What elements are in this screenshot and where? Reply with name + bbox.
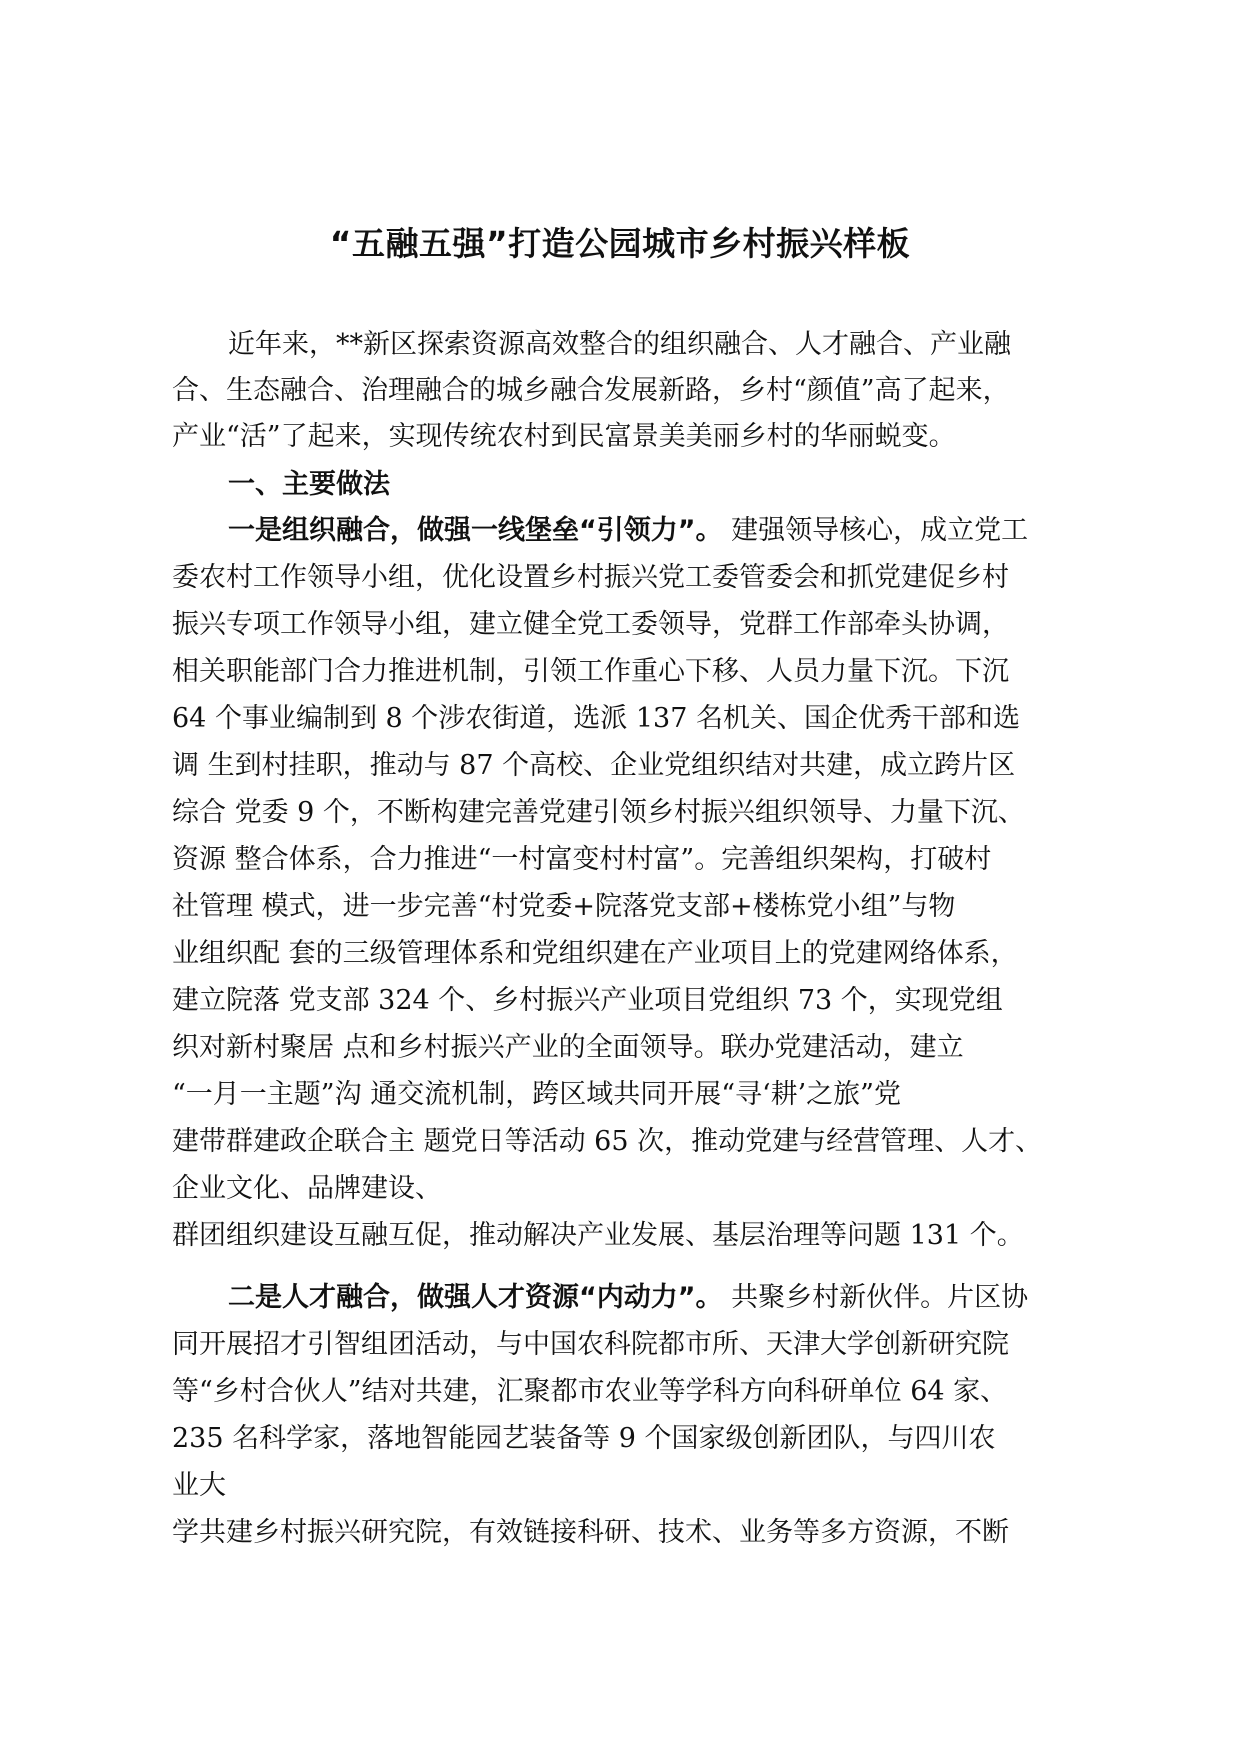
paragraph-line: 64 个事业编制到 8 个涉农街道，选派 137 名机关、国企优秀干部和选: [172, 703, 1020, 734]
paragraph-line: [228, 514, 1028, 548]
intro-line: 合、生态融合、治理融合的城乡融合发展新路，乡村“颜值”高了起来，: [172, 375, 1010, 406]
paragraph-line: [228, 1281, 1028, 1315]
paragraph-line: “一月一主题”沟 通交流机制，跨区域共同开展“寻‘耕’之旅”党: [172, 1079, 901, 1110]
paragraph-line: 振兴专项工作领导小组，建立健全党工委领导，党群工作部牵头协调，: [172, 609, 1009, 640]
paragraph-lead: 一是组织融合，做强一线堡垒“引领力”。: [228, 515, 723, 546]
paragraph-line: 织对新村聚居 点和乡村振兴产业的全面领导。联办党建活动，建立: [172, 1032, 964, 1063]
paragraph-line: 调 生到村挂职，推动与 87 个高校、企业党组织结对共建，成立跨片区: [172, 750, 1016, 781]
intro-line: 产业“活”了起来，实现传统农村到民富景美美丽乡村的华丽蜕变。: [172, 421, 956, 452]
paragraph-line: 综合 党委 9 个，不断构建完善党建引领乡村振兴组织领导、力量下沉、: [172, 797, 1025, 828]
paragraph-line: 企业文化、品牌建设、: [172, 1173, 442, 1204]
paragraph-line: 资源 整合体系，合力推进“一村富变村村富”。完善组织架构，打破村: [172, 844, 992, 875]
paragraph-line: 委农村工作领导小组，优化设置乡村振兴党工委管委会和抓党建促乡村: [172, 562, 1009, 593]
paragraph-line: 学共建乡村振兴研究院，有效链接科研、技术、业务等多方资源，不断: [172, 1517, 1009, 1548]
intro-line: 近年来，**新区探索资源高效整合的组织融合、人才融合、产业融: [228, 329, 1011, 360]
paragraph-line: 社管理 模式，进一步完善“村党委+院落党支部+楼栋党小组”与物: [172, 891, 956, 922]
paragraph-text: 共聚乡村新伙伴。片区协: [722, 1282, 1029, 1313]
section-heading: 一、主要做法: [228, 469, 390, 500]
paragraph-line: 群团组织建设互融互促，推动解决产业发展、基层治理等问题 131 个。: [172, 1220, 1024, 1251]
paragraph-line: 业大: [172, 1470, 226, 1501]
paragraph-line: 业组织配 套的三级管理体系和党组织建在产业项目上的党建网络体系，: [172, 938, 1018, 969]
paragraph-line: 等“乡村合伙人”结对共建，汇聚都市农业等学科方向科研单位 64 家、: [172, 1376, 1008, 1407]
paragraph-line: 建带群建政企联合主 题党日等活动 65 次，推动党建与经营管理、人才、: [172, 1126, 1043, 1157]
paragraph-lead: 二是人才融合，做强人才资源“内动力”。: [228, 1282, 723, 1313]
paragraph-line: 建立院落 党支部 324 个、乡村振兴产业项目党组织 73 个，实现党组: [172, 985, 1003, 1016]
paragraph-text: 建强领导核心，成立党工: [722, 515, 1029, 546]
paragraph-line: 235 名科学家，落地智能园艺装备等 9 个国家级创新团队，与四川农: [172, 1423, 996, 1454]
paragraph-line: 相关职能部门合力推进机制，引领工作重心下移、人员力量下沉。下沉: [172, 656, 1009, 687]
document-title: “五融五强”打造公园城市乡村振兴样板: [329, 224, 911, 263]
paragraph-line: 同开展招才引智组团活动，与中国农科院都市所、天津大学创新研究院: [172, 1329, 1009, 1360]
